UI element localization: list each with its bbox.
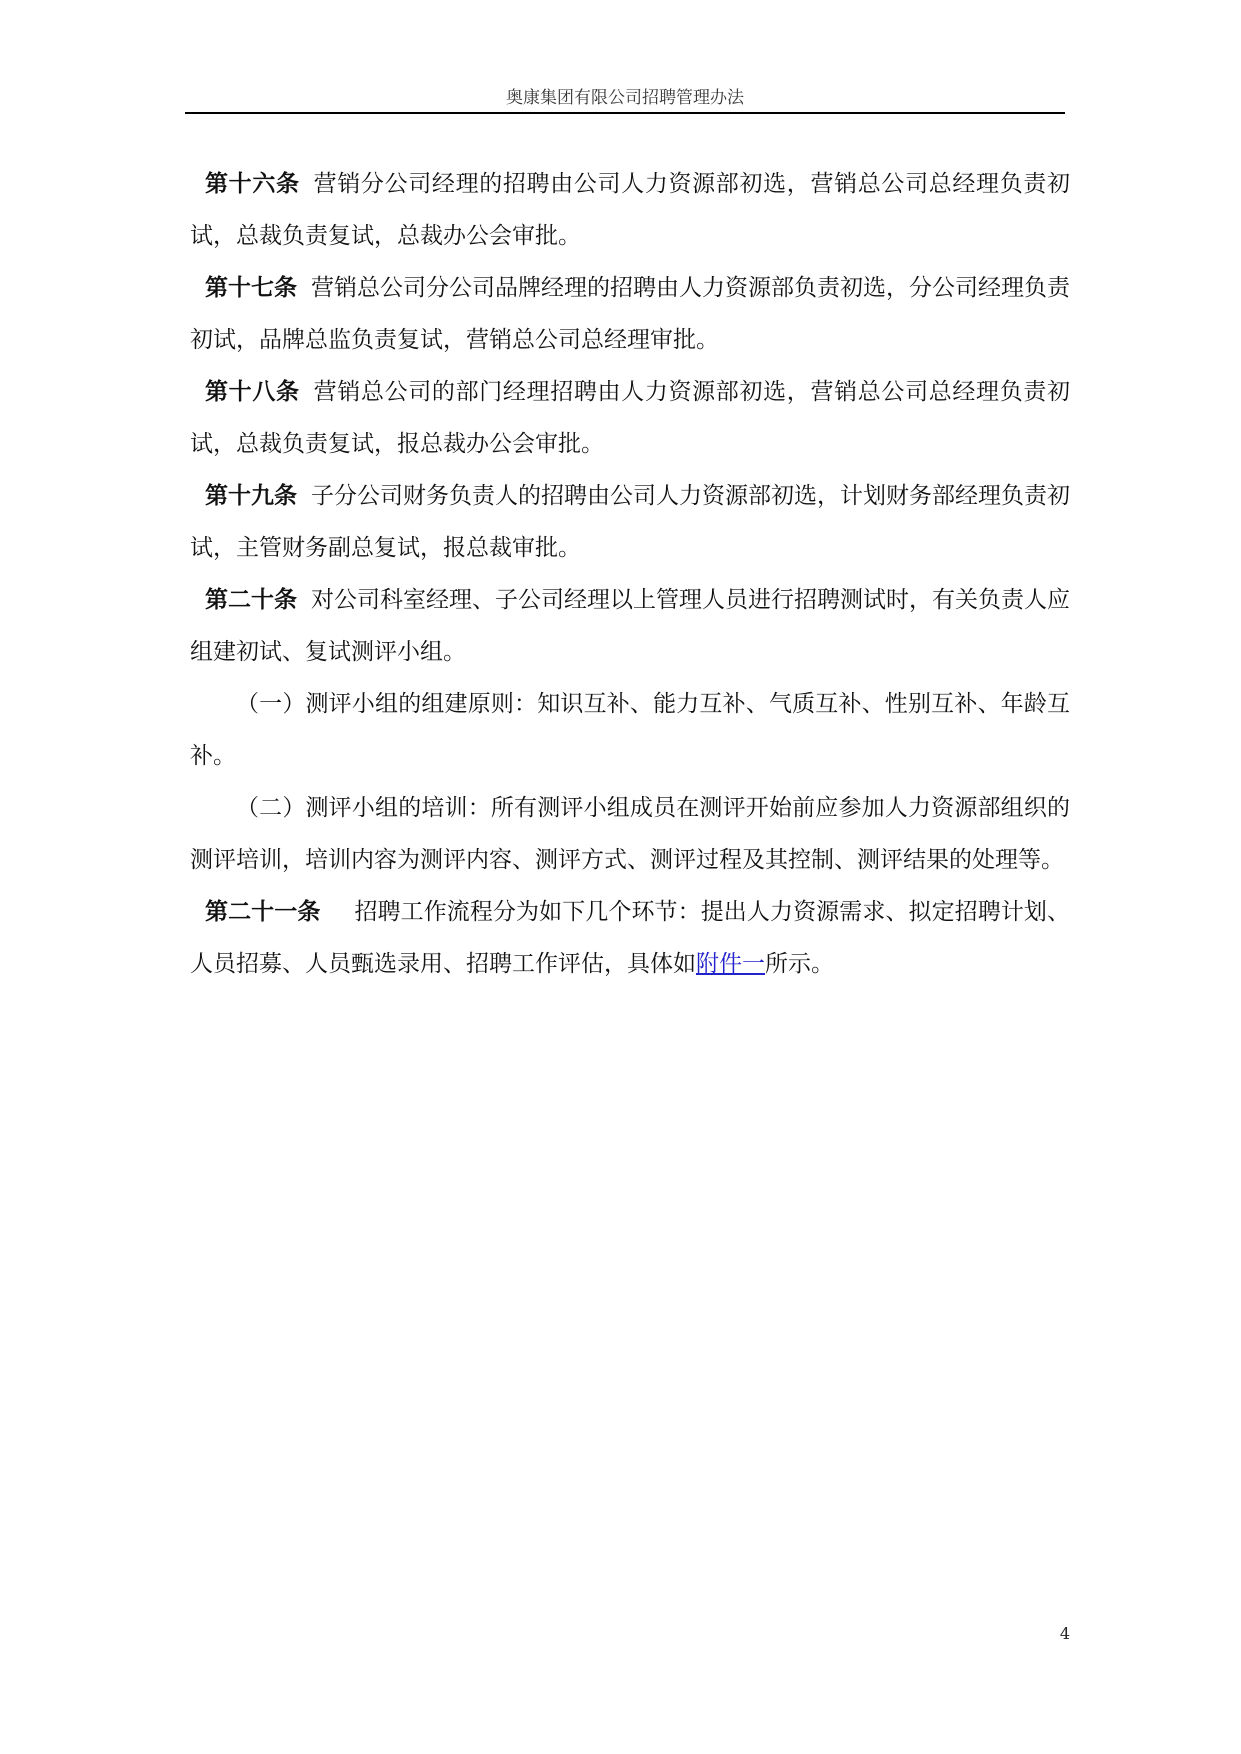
article-label: 第十六条 [205, 171, 300, 197]
article-16 [190, 158, 1070, 262]
article-text: 对公司科室经理、子公司经理以上管理人员进行招聘测试时，有关负责人应组建初试、复试测评小组。 [190, 587, 1070, 665]
sub-item-1: （一）测评小组的组建原则：知识互补、能力互补、气质互补、性别互补、年龄互补。 [190, 691, 1070, 769]
running-header: 奥康集团有限公司招聘管理办法 [506, 88, 744, 108]
article-18 [190, 366, 1070, 470]
article-text-end: 所示。 [765, 951, 834, 977]
article-label: 第二十条 [205, 587, 297, 613]
article-21 [190, 886, 1070, 990]
appendix-link[interactable]: 附件一 [696, 951, 765, 977]
article-text: 招聘工作流程分为如下几个环节：提出人力资源需求、拟定招聘计划、人员招募、人员甄选录用、招聘工作评估，具体如 [190, 899, 1071, 977]
article-label: 第十七条 [205, 275, 297, 301]
article-label: 第二十一条 [205, 899, 321, 925]
article-20 [190, 574, 1070, 678]
header-rule [185, 112, 1065, 114]
article-text: 子分公司财务负责人的招聘由公司人力资源部初选，计划财务部经理负责初试，主管财务副总复试，报总裁审批。 [190, 483, 1070, 561]
page-number: 4 [1059, 1624, 1070, 1643]
article-text: 营销分公司经理的招聘由公司人力资源部初选，营销总公司总经理负责初试，总裁负责复试，总裁办公会审批。 [190, 171, 1071, 249]
article-text: 营销总公司分公司品牌经理的招聘由人力资源部负责初选，分公司经理负责初试，品牌总监负责复试，营销总公司总经理审批。 [190, 275, 1070, 353]
sub-item-2: （二）测评小组的培训：所有测评小组成员在测评开始前应参加人力资源部组织的测评培训，培训内容为测评内容、测评方式、测评过程及其控制、测评结果的处理等。 [190, 795, 1070, 873]
article-label: 第十八条 [205, 379, 300, 405]
document-body [190, 158, 1070, 990]
article-text: 营销总公司的部门经理招聘由人力资源部初选，营销总公司总经理负责初试，总裁负责复试，报总裁办公会审批。 [190, 379, 1071, 457]
article-19 [190, 470, 1070, 574]
article-17 [190, 262, 1070, 366]
article-label: 第十九条 [205, 483, 297, 509]
